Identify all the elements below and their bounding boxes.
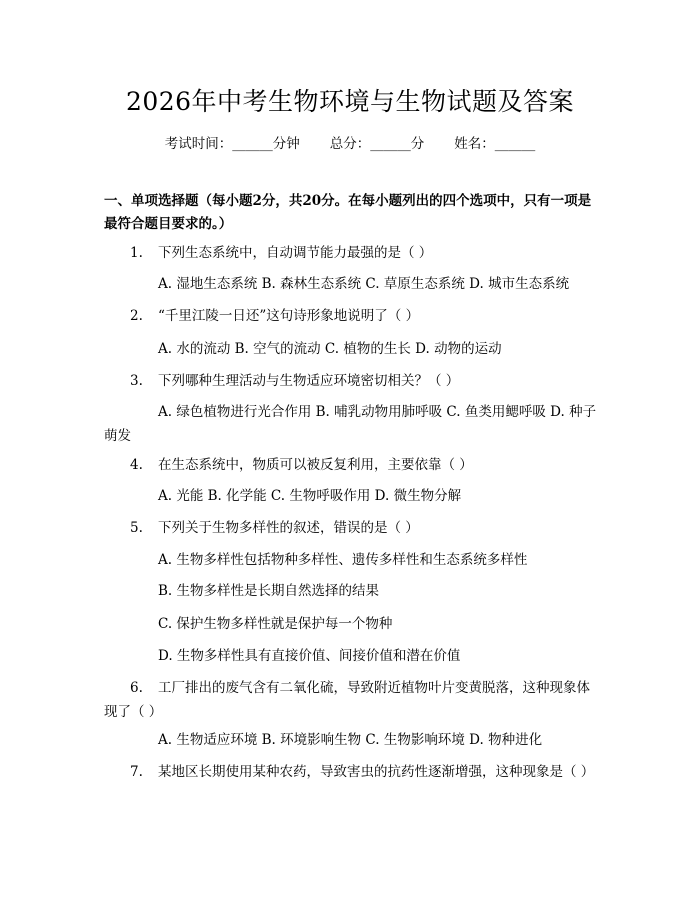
question-4 [104, 453, 598, 477]
question-text: 工厂排出的废气含有二氧化硫，导致附近植物叶片变黄脱落，这种现象体现了（ ） [104, 680, 590, 720]
question-1-options [104, 272, 598, 296]
question-number: 5. [130, 520, 143, 536]
option-line: C. 保护生物多样性就是保护每一个物种 [158, 616, 393, 632]
option-line: A. 绿色植物进行光合作用 B. 哺乳动物用肺呼吸 C. 鱼类用鳃呼吸 D. 种子萌发 [104, 404, 597, 444]
option-line: A. 生物多样性包括物种多样性、遗传多样性和生态系统多样性 [158, 552, 528, 568]
question-number: 7. [130, 764, 143, 780]
question-6-options [104, 728, 598, 752]
question-7 [104, 760, 598, 784]
question-1 [104, 241, 598, 265]
question-text: 下列哪种生理活动与生物适应环境密切相关？（ ） [158, 373, 460, 389]
option-line: A. 生物适应环境 B. 环境影响生物 C. 生物影响环境 D. 物种进化 [158, 732, 543, 748]
page-title: 2026年中考生物环境与生物试题及答案 [125, 87, 575, 116]
option-line: A. 水的流动 B. 空气的流动 C. 植物的生长 D. 动物的运动 [158, 341, 502, 357]
section-heading: 一、单项选择题（每小题2分，共20分。在每小题列出的四个选项中，只有一项是最符合题目要求的。） [104, 193, 592, 232]
question-number: 6. [130, 680, 143, 696]
question-5-option-b [104, 579, 598, 603]
question-5-option-a [104, 548, 598, 572]
exam-name-field: 姓名：______ [454, 136, 536, 152]
question-text: “千里江陵一日还”这句诗形象地说明了（ ） [158, 308, 420, 324]
question-text: 某地区长期使用某种农药，导致害虫的抗药性逐渐增强，这种现象是（ ） [158, 764, 595, 780]
exam-score-field: 总分：______分 [329, 136, 425, 152]
option-line: A. 光能 B. 化学能 C. 生物呼吸作用 D. 微生物分解 [158, 488, 462, 504]
option-line: B. 生物多样性是长期自然选择的结果 [158, 583, 380, 599]
question-number: 3. [130, 373, 143, 389]
question-2 [104, 304, 598, 328]
question-3 [104, 369, 598, 393]
question-6 [104, 676, 598, 724]
question-text: 在生态系统中，物质可以被反复利用，主要依靠（ ） [158, 457, 473, 473]
exam-time-field: 考试时间：______分钟 [164, 136, 300, 152]
question-text: 下列生态系统中，自动调节能力最强的是（ ） [158, 245, 433, 261]
question-5 [104, 516, 598, 540]
question-2-options [104, 337, 598, 361]
question-number: 2. [130, 308, 143, 324]
question-5-option-c [104, 612, 598, 636]
question-number: 1. [130, 245, 143, 261]
option-line: A. 湿地生态系统 B. 森林生态系统 C. 草原生态系统 D. 城市生态系统 [158, 276, 570, 292]
question-number: 4. [130, 457, 143, 473]
exam-info-line [0, 132, 700, 152]
option-line: D. 生物多样性具有直接价值、间接价值和潜在价值 [158, 648, 461, 664]
question-3-options [104, 400, 598, 448]
question-5-option-d [104, 644, 598, 668]
question-text: 下列关于生物多样性的叙述，错误的是（ ） [158, 520, 419, 536]
question-4-options [104, 484, 598, 508]
